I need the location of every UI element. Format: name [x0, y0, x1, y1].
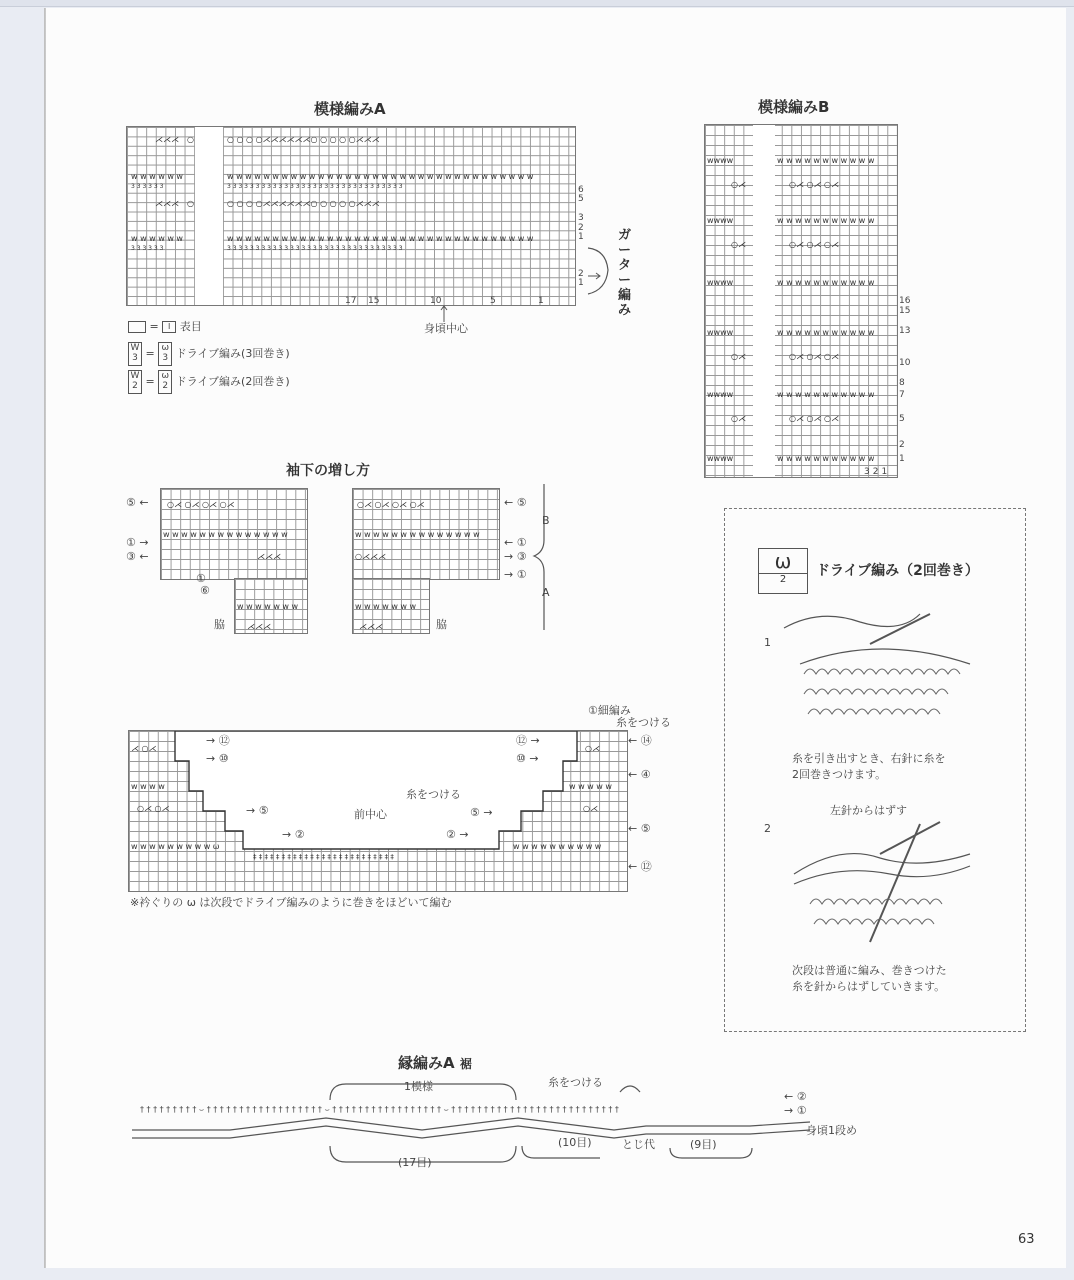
svg-text:○⋌⋌⋌: ○⋌⋌⋌ — [355, 552, 386, 561]
svg-text:⋌⋌⋌: ⋌⋌⋌ — [257, 552, 281, 561]
neckline-attach-yarn-2: 糸をつける — [616, 716, 671, 729]
sleeve-side-left: 脇 — [214, 618, 225, 631]
edging-count-10: (10目) — [558, 1136, 592, 1149]
svg-text:3 3 3 3 3 3: 3 3 3 3 3 3 — [131, 245, 164, 252]
svg-text:○ ○ ○ ○⋌⋌⋌⋌⋌⋌○ ○ ○ ○ ○⋌: ○ ○ ○ ○⋌⋌⋌⋌⋌⋌○ ○ ○ ○ ○⋌⋌⋌ — [227, 199, 380, 208]
pattern-a-chart — [126, 126, 576, 306]
window-top-bar — [0, 0, 1074, 7]
drive-panel-title: ドライブ編み（2回巻き） — [816, 563, 979, 579]
legend-plain: = I 表目 — [128, 318, 202, 334]
sleeve-left-chart — [160, 488, 308, 580]
pattern-b-row-2: 2 — [899, 440, 905, 450]
sleeve-mark-5-right: ← ⑤ — [504, 496, 527, 509]
legend-empty-square-icon — [128, 321, 146, 333]
edging-count-17: (17目) — [398, 1156, 432, 1169]
neckline-note: ※衿ぐりの ω は次段でドライブ編みのように巻きをほどいて編む — [130, 896, 452, 909]
svg-text:wwww: wwww — [707, 278, 734, 287]
drive-loop-icon: ω — [774, 549, 792, 573]
legend-plain-label: 表目 — [179, 320, 202, 333]
drive-step2-number: 2 — [764, 822, 771, 835]
svg-text:w w w w w w: w w w w w w — [131, 234, 183, 243]
pattern-b-row-7: 7 — [899, 390, 905, 400]
sleeve-right-lower-chart — [352, 578, 430, 634]
svg-text:wwww: wwww — [707, 156, 734, 165]
pattern-a-col-17: 17 — [345, 296, 357, 306]
sleeve-right-chart — [352, 488, 500, 580]
pattern-b-row-5: 5 — [899, 414, 905, 424]
svg-text:w w w w w w w w w w w: w w w w w w w w w w w — [777, 216, 875, 225]
pattern-a-col-15: 15 — [368, 296, 380, 306]
page-number: 63 — [1018, 1232, 1035, 1247]
sleeve-right-symbols — [353, 489, 499, 579]
neckline-attach-yarn: 糸をつける — [406, 788, 461, 801]
sleeve-mark-1-inner: ① — [196, 572, 206, 585]
drive-panel-symbol-sub: 2 — [759, 573, 807, 585]
svg-text:⋌⋌⋌: ⋌⋌⋌ — [247, 622, 271, 631]
svg-text:○⋌: ○⋌ — [731, 180, 746, 189]
edging-count-9: (9目) — [690, 1138, 717, 1151]
pattern-a-row-numbers: 6 5 3 2 1 — [578, 185, 584, 243]
pattern-a-garter-rows: 2 1 — [578, 269, 584, 289]
neckline-right-mark-4: ← ④ — [628, 768, 651, 781]
legend-drive3-icon: ω 3 — [158, 342, 172, 366]
pattern-b-row-8: 8 — [899, 378, 905, 388]
sleeve-mark-1-right: ← ① — [504, 536, 527, 549]
drive-step2-text-2: 糸を針からはずしていきます。 — [792, 980, 946, 993]
svg-text:w w w w w w w w w w w w w w: w w w w w w w w w w w w w w — [163, 530, 288, 539]
neckline-front-center: 前中心 — [354, 808, 387, 821]
pattern-b-symbols — [705, 125, 897, 477]
neckline-slip-stitch: ①細編み — [588, 704, 631, 717]
neckline-left-mark-10: → ⑩ — [206, 752, 229, 765]
svg-text:○⋌ ○⋌ ○⋌ ○⋌: ○⋌ ○⋌ ○⋌ ○⋌ — [357, 500, 425, 509]
neckline-right-mark-10: ⑩ → — [516, 752, 539, 765]
svg-text:w w w w w w w: w w w w w w w — [237, 602, 299, 611]
sleeve-label-b: B — [542, 514, 550, 527]
pattern-b-row-13: 13 — [899, 326, 911, 336]
neckline-left-mark-2: → ② — [282, 828, 305, 841]
svg-text:⋌⋌⋌: ⋌⋌⋌ — [155, 135, 179, 144]
legend-drive2-icon: ω 2 — [158, 370, 172, 394]
svg-text:w w w w w w w w w w w: w w w w w w w w w w w — [777, 454, 875, 463]
pattern-a-col-5: 5 — [490, 296, 496, 306]
svg-text:w w w w w w w w w w w: w w w w w w w w w w w — [777, 278, 875, 287]
sleeve-title: 袖下の増し方 — [286, 463, 370, 479]
pattern-b-chart — [704, 124, 898, 478]
sleeve-left-lower-chart — [234, 578, 308, 634]
svg-text:○⋌: ○⋌ — [731, 240, 746, 249]
svg-text:⋌ ○⋌: ⋌ ○⋌ — [131, 744, 157, 753]
legend-drive2-label: ドライブ編み(2回巻き) — [175, 375, 290, 388]
sleeve-mark-3-right: → ③ — [504, 550, 527, 563]
drive-step1-text-1: 糸を引き出すとき、右針に糸を — [792, 752, 946, 765]
neckline-right-mark-14: ← ⑭ — [628, 734, 652, 747]
legend-w3-icon: W 3 — [128, 342, 142, 366]
garter-label: ガーター編み — [618, 228, 632, 318]
drive-step2-label: 左針からはずす — [830, 804, 907, 817]
svg-text:○⋌: ○⋌ — [731, 414, 746, 423]
sleeve-mark-6-inner: ⑥ — [200, 584, 210, 597]
drive-step1-text-2: 2回巻きつけます。 — [792, 768, 887, 781]
pattern-b-row-16: 16 — [899, 296, 911, 306]
svg-text:w w w w w w w w w w w w w w w: w w w w w w w w w w w w w w w w w w w w w w w w w w w w w w w w w w — [227, 172, 534, 181]
sleeve-side-right: 脇 — [436, 618, 447, 631]
svg-text:w w w w w: w w w w w — [569, 782, 612, 791]
pattern-b-row-15: 15 — [899, 306, 911, 316]
svg-text:† † † † † † † † † ⌣ † † † † †: † † † † † † † † † ⌣ † † † † † † † † † † † † † † † † † † ⌣ † † † † † † † † † † † † † † † † † ⌣ † † † † † † † † † † † † † † † † † † † † † † † † † † — [140, 1105, 619, 1114]
svg-text:○⋌ ○⋌ ○⋌: ○⋌ ○⋌ ○⋌ — [789, 352, 840, 361]
svg-text:w w w w w w w w w w: w w w w w w w w w w — [513, 842, 602, 851]
neckline-right-mark-5: ← ⑤ — [628, 822, 651, 835]
edging-row-label: 身頃1段め — [806, 1124, 857, 1137]
svg-text:w w w w w w w w w w w: w w w w w w w w w w w — [777, 156, 875, 165]
pattern-a-col-1: 1 — [538, 296, 544, 306]
svg-text:○⋌ ○⋌ ○⋌: ○⋌ ○⋌ ○⋌ — [789, 240, 840, 249]
pattern-b-col-numbers: 321 — [864, 467, 891, 477]
svg-text:3 3 3 3 3 3 3 3 3 3: 3 3 3 3 3 3 3 3 3 3 3 3 3 3 3 3 3 3 3 3 3 3 3 3 3 3 3 3 3 3 3 — [227, 183, 403, 190]
edging-mark-1: → ① — [784, 1104, 807, 1117]
svg-text:○⋌ ○⋌: ○⋌ ○⋌ — [137, 804, 170, 813]
pattern-b-row-10: 10 — [899, 358, 911, 368]
svg-text:wwww: wwww — [707, 328, 734, 337]
svg-text:⋌⋌⋌: ⋌⋌⋌ — [359, 622, 383, 631]
pattern-a-col-10: 10 — [430, 296, 442, 306]
legend-drive2: W 2 = ω 2 ドライブ編み(2回巻き) — [128, 370, 290, 394]
edging-seam: とじ代 — [622, 1138, 655, 1151]
drive-step2-text-1: 次段は普通に編み、巻きつけた — [792, 964, 947, 977]
neckline-left-mark-5: → ⑤ — [246, 804, 269, 817]
svg-text:○⋌: ○⋌ — [731, 352, 746, 361]
svg-text:○⋌: ○⋌ — [585, 744, 600, 753]
sleeve-mark-5-left: ⑤ ← — [126, 496, 149, 509]
svg-text:○⋌ ○⋌ ○⋌: ○⋌ ○⋌ ○⋌ — [789, 180, 840, 189]
pattern-a-center-label: 身頃中心 — [424, 322, 468, 335]
sleeve-mark-1-right-lower: → ① — [504, 568, 527, 581]
edging-title: 縁編みA 裾 — [398, 1054, 472, 1072]
edging-one-repeat: 1模様 — [404, 1080, 433, 1093]
svg-text:wwww: wwww — [707, 216, 734, 225]
edging-mark-2: ← ② — [784, 1090, 807, 1103]
pattern-b-row-1: 1 — [899, 454, 905, 464]
svg-text:○⋌ ○⋌ ○⋌: ○⋌ ○⋌ ○⋌ — [789, 414, 840, 423]
svg-text:○: ○ — [187, 199, 194, 208]
neckline-left-mark-12: → ⑫ — [206, 734, 230, 747]
legend-w2-icon: W 2 — [128, 370, 142, 394]
svg-text:w w w w w w w w w ω: w w w w w w w w w ω — [131, 842, 220, 851]
drive-step2-illustration — [780, 814, 980, 954]
svg-text:w w w w w w: w w w w w w — [131, 172, 183, 181]
svg-text:wwww: wwww — [707, 390, 734, 399]
svg-text:w w w w w w w: w w w w w w w — [355, 602, 417, 611]
edging-diagram — [130, 1070, 810, 1170]
pattern-a-title: 模様編みA — [314, 100, 386, 118]
svg-text:w w w w w w w w w w w w w w: w w w w w w w w w w w w w w — [355, 530, 480, 539]
svg-text:3 3 3 3 3 3: 3 3 3 3 3 3 — [131, 183, 164, 190]
pattern-a-gap — [195, 127, 223, 305]
drive-step1-illustration — [780, 604, 980, 734]
sleeve-label-a: A — [542, 586, 550, 599]
neckline-right-mark-5-inner: ⑤ → — [470, 806, 493, 819]
sleeve-left-lower-symbols — [235, 579, 307, 633]
svg-text:○ ○ ○ ○⋌⋌⋌⋌⋌⋌○ ○ ○ ○ ○⋌: ○ ○ ○ ○⋌⋌⋌⋌⋌⋌○ ○ ○ ○ ○⋌⋌⋌ — [227, 135, 380, 144]
sleeve-mark-1-left: ① → — [126, 536, 149, 549]
edging-attach-yarn: 糸をつける — [548, 1076, 603, 1089]
legend-drive3-label: ドライブ編み(3回巻き) — [175, 347, 290, 360]
sleeve-right-lower-symbols — [353, 579, 429, 633]
legend-drive3: W 3 = ω 3 ドライブ編み(3回巻き) — [128, 342, 290, 366]
legend-plain-symbol: I — [162, 321, 176, 333]
svg-text:wwww: wwww — [707, 454, 734, 463]
neckline-right-mark-12-lower: ← ⑫ — [628, 860, 652, 873]
svg-text:○: ○ — [187, 135, 194, 144]
svg-text:3 3 3 3 3 3 3 3 3 3: 3 3 3 3 3 3 3 3 3 3 3 3 3 3 3 3 3 3 3 3 3 3 3 3 3 3 3 3 3 3 3 — [227, 245, 403, 252]
svg-text:w w w w w w w w w w w: w w w w w w w w w w w — [777, 328, 875, 337]
pattern-b-title: 模様編みB — [758, 98, 830, 116]
drive-panel-symbol-box — [758, 548, 808, 594]
sleeve-mark-3-left: ③ ← — [126, 550, 149, 563]
svg-text:⋌⋌⋌: ⋌⋌⋌ — [155, 199, 179, 208]
svg-text:○⋌: ○⋌ — [583, 804, 598, 813]
svg-text:‡ ‡ ‡ ‡ ‡ ‡ ‡ ‡ ‡ ‡ ‡ ‡ ‡ ‡ ‡: ‡ ‡ ‡ ‡ ‡ ‡ ‡ ‡ ‡ ‡ ‡ ‡ ‡ ‡ ‡ ‡ ‡ ‡ ‡ ‡ ‡ ‡ ‡ ‡ ‡ — [253, 853, 394, 861]
svg-text:w w w w w w w w w w w: w w w w w w w w w w w — [777, 390, 875, 399]
sleeve-left-symbols — [161, 489, 307, 579]
neckline-right-mark-12: ⑫ → — [516, 734, 540, 747]
sleeve-bracket-icon — [530, 480, 554, 632]
drive-step1-number: 1 — [764, 636, 771, 649]
svg-text:○⋌ ○⋌ ○⋌ ○⋌: ○⋌ ○⋌ ○⋌ ○⋌ — [167, 500, 235, 509]
svg-text:w w w w: w w w w — [131, 782, 165, 791]
neckline-right-mark-2: ② → — [446, 828, 469, 841]
svg-text:w w w w w w w w w w w w w w w: w w w w w w w w w w w w w w w w w w w w w w w w w w w w w w w w w w — [227, 234, 534, 243]
